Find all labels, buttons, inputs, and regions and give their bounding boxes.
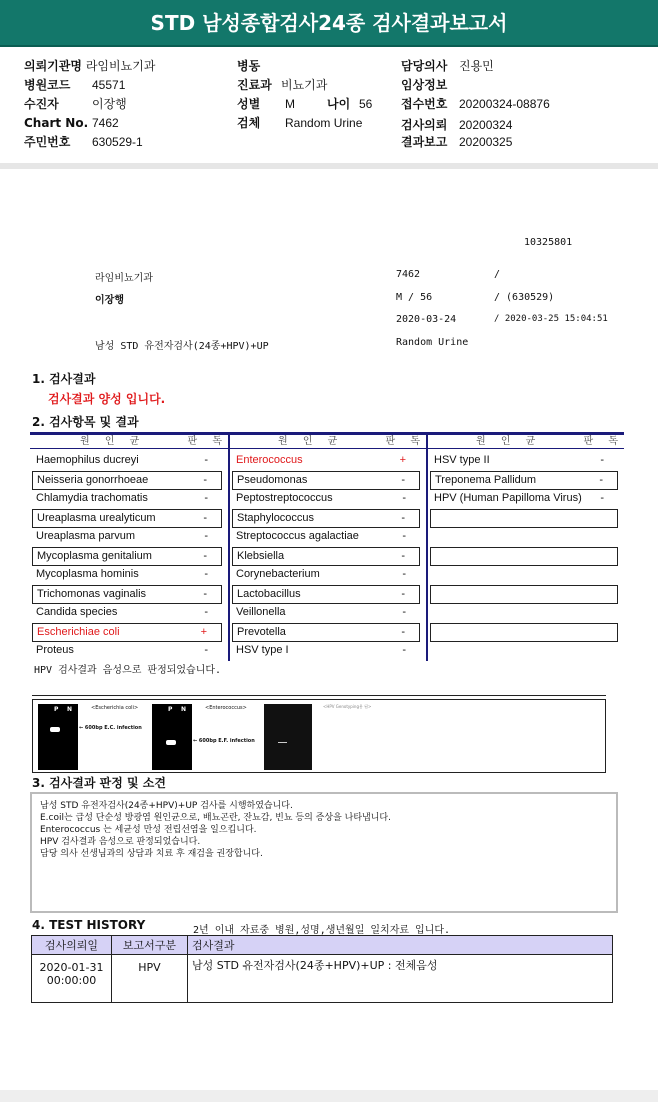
- info-chart: Chart No. 7462: [24, 116, 119, 130]
- pathogen-row: [430, 471, 618, 490]
- pathogen-result: -: [401, 626, 405, 638]
- info-req-date: 검사의뢰 20200324: [401, 118, 513, 132]
- result-summary: 검사결과 양성 입니다.: [48, 392, 166, 406]
- pathogen-result: +: [399, 454, 406, 466]
- pathogen-name: HSV type I: [236, 644, 289, 656]
- pathogen-result: -: [401, 588, 405, 600]
- pathogen-result: -: [204, 454, 208, 466]
- pathogen-name: Mycoplasma genitalium: [37, 550, 152, 562]
- pathogen-row: [32, 604, 222, 623]
- history-date: 2020-01-31: [39, 961, 104, 974]
- info-receipt: 접수번호 20200324-08876: [401, 97, 550, 111]
- pathogen-row: [232, 471, 420, 490]
- pathogen-name: Trichomonas vaginalis: [37, 588, 147, 600]
- pathogen-name: Klebsiella: [237, 550, 285, 562]
- pathogen-row: [232, 623, 420, 642]
- pathogen-row: [430, 452, 618, 471]
- pathogen-result: -: [402, 606, 406, 618]
- pathogen-name: Peptostreptococcus: [236, 492, 333, 504]
- pathogen-name: Prevotella: [237, 626, 286, 638]
- pathogen-row: [232, 509, 420, 528]
- history-table: [31, 935, 613, 1003]
- ecoli-title: <Escherichia coli>: [91, 705, 139, 711]
- pathogen-result: -: [402, 530, 406, 542]
- opinion-box: [30, 792, 618, 913]
- history-note: 2년 이내 자료중 병원,성명,생년월일 일치자료 입니다.: [193, 925, 451, 936]
- pathogen-name: Haemophilus ducreyi: [36, 454, 139, 466]
- doc-chart: 7462: [396, 269, 421, 280]
- pathogen-name: Ureaplasma parvum: [36, 530, 136, 542]
- empty-row: [430, 623, 618, 642]
- pathogen-row: [232, 604, 420, 623]
- info-doctor: 담당의사 진용민: [401, 59, 494, 73]
- pathogen-name: Candida species: [36, 606, 118, 618]
- info-dept: 진료과 비뇨기과: [237, 78, 328, 92]
- pathogen-row: [32, 471, 222, 490]
- page-footer: [0, 1090, 658, 1102]
- pathogen-name: Proteus: [36, 644, 74, 656]
- info-hosp-code: 병원코드 45571: [24, 78, 126, 92]
- column-divider: [228, 432, 230, 661]
- report-title: STD 남성종합검사24종 검사결과보고서: [0, 0, 658, 47]
- section3-title: 3. 검사결과 판정 및 소견: [32, 776, 166, 790]
- pathogen-name: Streptococcus agalactiae: [236, 530, 359, 542]
- pathogen-result: +: [200, 626, 207, 638]
- info-ward: 병동: [237, 59, 261, 73]
- pathogen-result: -: [600, 454, 604, 466]
- empty-row: [430, 604, 618, 623]
- empty-row: [430, 509, 618, 528]
- pathogen-name: Lactobacillus: [237, 588, 301, 600]
- pathogen-name: Neisseria gonorrhoeae: [37, 474, 149, 486]
- pathogen-row: [232, 585, 420, 604]
- pathogen-result: -: [402, 568, 406, 580]
- hpv-gel-image: [264, 704, 312, 770]
- pathogen-row: [32, 452, 222, 471]
- pathogen-row: [32, 490, 222, 509]
- pathogen-result: -: [402, 644, 406, 656]
- info-patient: 수진자 이장행: [24, 97, 127, 111]
- column-divider: [426, 432, 428, 661]
- empty-row: [430, 528, 618, 547]
- info-rrn: 주민번호 630529-1: [24, 135, 143, 149]
- pathogen-result: -: [203, 474, 207, 486]
- pathogen-row: [232, 642, 420, 661]
- pathogen-result: -: [203, 588, 207, 600]
- pathogen-result: -: [600, 492, 604, 504]
- pathogen-result: -: [203, 512, 207, 524]
- ecoli-gel-image: P N: [38, 704, 78, 770]
- pathogen-result: -: [401, 512, 405, 524]
- divider: [32, 695, 606, 696]
- doc-rrn: / (630529): [494, 292, 555, 303]
- history-header-type: 보고서구분: [112, 936, 188, 955]
- info-sex-age: 성별 M 나이 56: [237, 97, 373, 111]
- pathogen-name: Escherichiae coli: [37, 626, 120, 638]
- doc-specimen: Random Urine: [396, 337, 469, 348]
- table-row: [32, 955, 613, 1003]
- pathogen-row: [232, 547, 420, 566]
- pathogen-row: [232, 566, 420, 585]
- pathogen-row: [232, 528, 420, 547]
- gel-image-panel: [32, 699, 606, 773]
- empty-row: [430, 585, 618, 604]
- info-report-date: 결과보고 20200325: [401, 135, 513, 149]
- doc-org: 라임비뇨기과: [95, 273, 153, 284]
- hpv-title: <HPV Genotyping용 됨>: [323, 704, 372, 709]
- pathogen-row: [32, 623, 222, 642]
- history-header-date: 검사의뢰일: [32, 936, 112, 955]
- opinion-line: 남성 STD 유전자검사(24종+HPV)+UP 검사를 시행하였습니다.: [40, 801, 293, 811]
- pathogen-name: Treponema Pallidum: [435, 474, 537, 486]
- pathogen-name: Corynebacterium: [236, 568, 320, 580]
- pathogen-name: Staphylococcus: [237, 512, 315, 524]
- pathogen-row: [32, 585, 222, 604]
- doc-test: 남성 STD 유전자검사(24종+HPV)+UP: [95, 341, 269, 352]
- enterococcus-label: ← 600bp E.F. infection: [193, 738, 255, 744]
- pathogen-name: Mycoplasma hominis: [36, 568, 139, 580]
- enterococcus-title: <Enterococcus>: [205, 705, 247, 711]
- column-header: 원 인 균 판 독: [228, 432, 426, 449]
- pathogen-result: -: [204, 606, 208, 618]
- doc-id: 10325801: [524, 237, 573, 248]
- history-header-result: 검사결과: [188, 936, 613, 955]
- opinion-line: 담당 의사 선생님과의 상담과 치료 후 재검을 권장합니다.: [40, 849, 263, 859]
- pathogen-result: -: [599, 474, 603, 486]
- pathogen-name: Pseudomonas: [237, 474, 308, 486]
- section1-title: 1. 검사결과: [32, 372, 96, 386]
- pathogen-result: -: [401, 550, 405, 562]
- info-specimen: 검체 Random Urine: [237, 116, 363, 130]
- enterococcus-gel-image: P N: [152, 704, 192, 770]
- pathogen-result: -: [402, 492, 406, 504]
- info-clinical: 임상정보: [401, 78, 448, 92]
- doc-slash: /: [494, 269, 501, 280]
- history-result: 남성 STD 유전자검사(24종+HPV)+UP : 전체음성: [188, 955, 613, 1003]
- pathogen-result: -: [204, 568, 208, 580]
- opinion-line: HPV 검사결과 음성으로 판정되었습니다.: [40, 837, 201, 847]
- ecoli-label: ← 600bp E.C. infection: [79, 725, 142, 731]
- doc-date1: 2020-03-24: [396, 314, 457, 325]
- history-type: HPV: [112, 955, 188, 1003]
- pathogen-result: -: [204, 644, 208, 656]
- doc-name: 이장행: [95, 295, 124, 306]
- pathogen-row: [32, 547, 222, 566]
- pathogen-table: [30, 432, 624, 661]
- section4-title: 4. TEST HISTORY: [32, 918, 146, 932]
- opinion-line: E.coil는 급성 단순성 방광염 원인균으로, 배뇨곤란, 잔뇨감, 빈뇨 등의 증상을 나타냅니다.: [40, 813, 391, 823]
- pathogen-name: Ureaplasma urealyticum: [37, 512, 156, 524]
- empty-row: [430, 566, 618, 585]
- pathogen-result: -: [401, 474, 405, 486]
- pathogen-row: [232, 452, 420, 471]
- pathogen-result: -: [204, 530, 208, 542]
- doc-sex-age: M / 56: [396, 292, 433, 303]
- history-time: 00:00:00: [46, 974, 97, 987]
- info-req-org: 의뢰기관명 라임비뇨기과: [24, 59, 156, 73]
- column-header: 원 인 균 판 독: [30, 432, 228, 449]
- doc-date2: / 2020-03-25 15:04:51: [494, 314, 608, 324]
- column-header: 원 인 균 판 독: [426, 432, 624, 449]
- pathogen-name: Chlamydia trachomatis: [36, 492, 148, 504]
- section2-title: 2. 검사항목 및 결과: [32, 415, 139, 429]
- pathogen-result: -: [204, 492, 208, 504]
- pathogen-row: [32, 566, 222, 585]
- opinion-line: Enterococcus 는 세균성 만성 전립선염을 일으킵니다.: [40, 825, 257, 835]
- pathogen-row: [32, 642, 222, 661]
- pathogen-result: -: [203, 550, 207, 562]
- pathogen-row: [32, 509, 222, 528]
- pathogen-row: [232, 490, 420, 509]
- pathogen-row: [32, 528, 222, 547]
- pathogen-name: HPV (Human Papilloma Virus): [434, 492, 582, 504]
- empty-row: [430, 547, 618, 566]
- pathogen-name: HSV type II: [434, 454, 490, 466]
- pathogen-row: [430, 490, 618, 509]
- pathogen-name: Enterococcus: [236, 454, 303, 466]
- hpv-note: HPV 검사결과 음성으로 판정되었습니다.: [34, 665, 222, 676]
- pathogen-name: Veillonella: [236, 606, 286, 618]
- separator: [0, 163, 658, 169]
